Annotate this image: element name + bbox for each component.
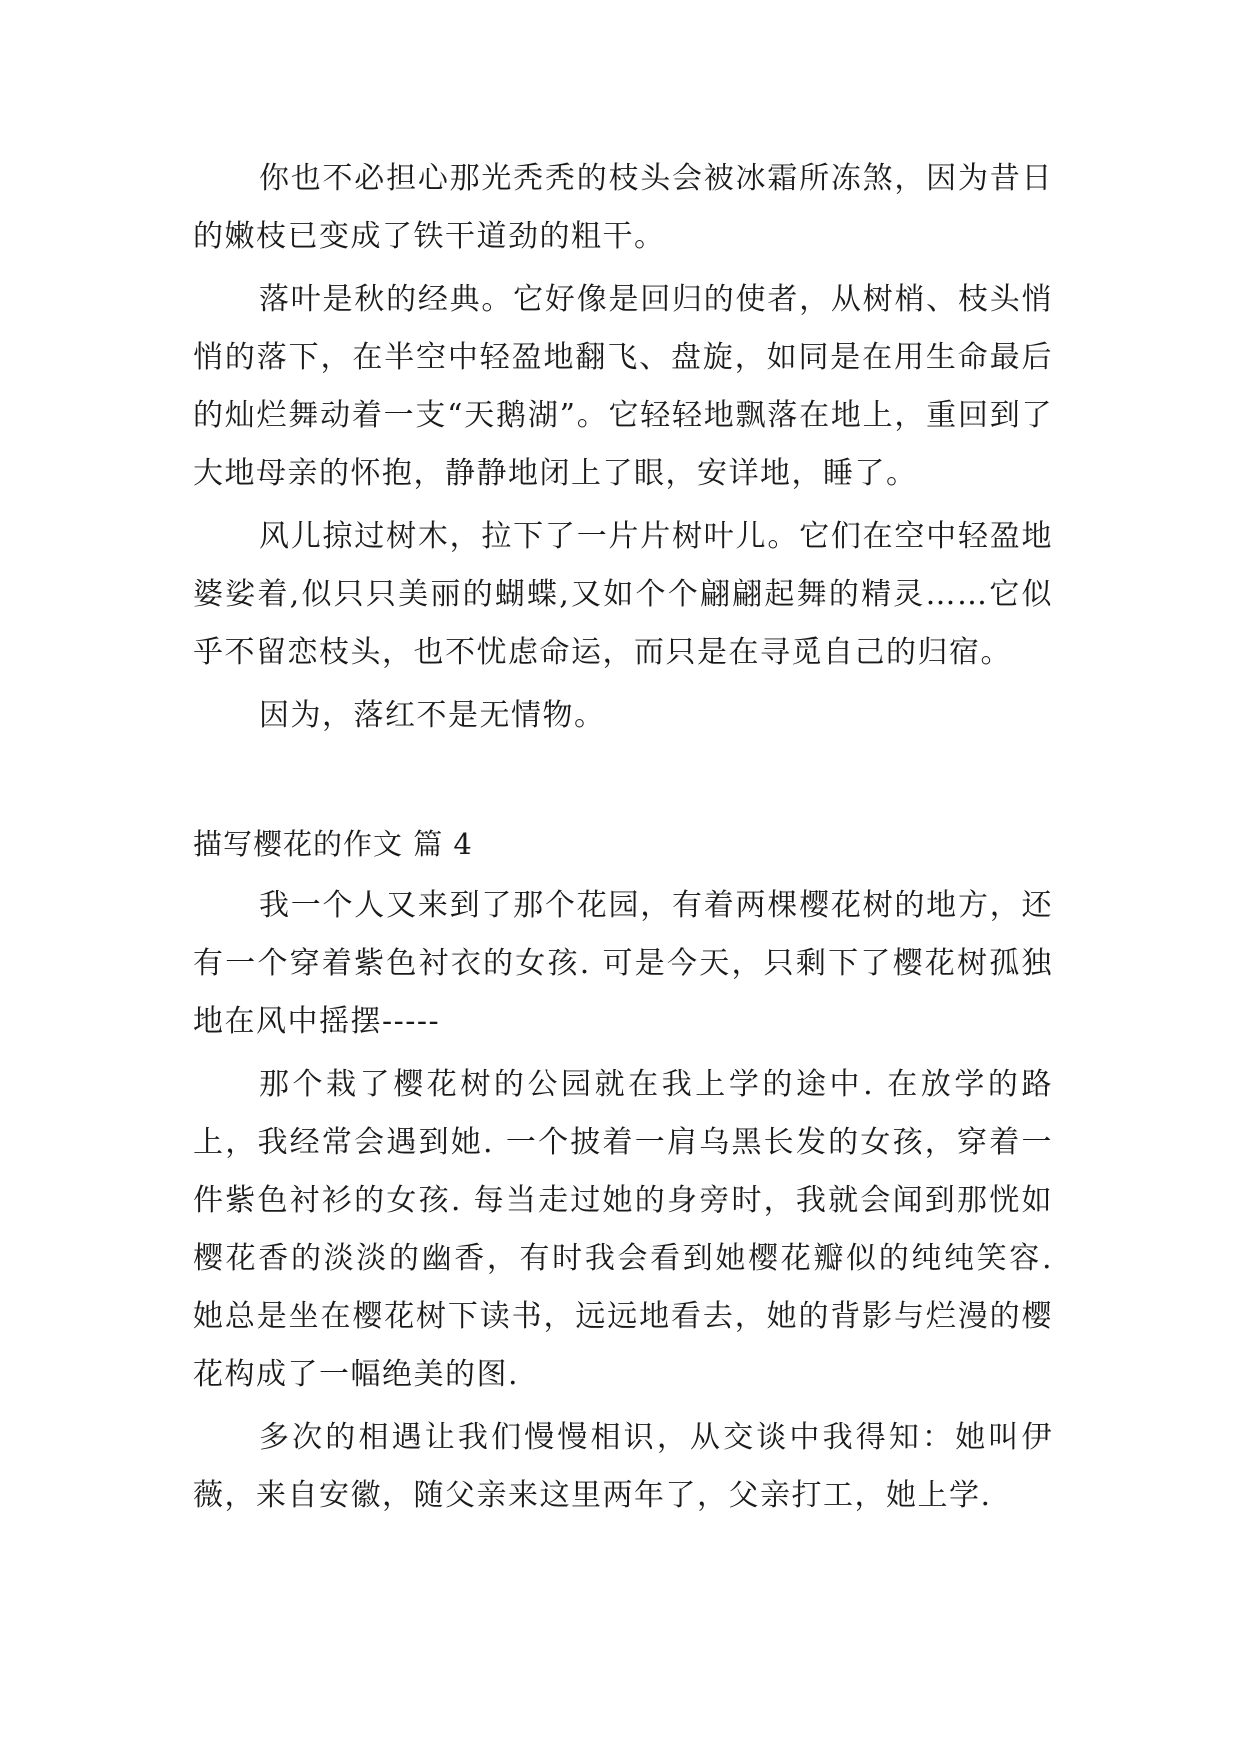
document-page <box>193 150 1053 1530</box>
section-heading: 描写樱花的作文 篇 4 <box>193 827 473 861</box>
paragraph: 我一个人又来到了那个花园，有着两棵樱花树的地方，还有一个穿着紫色衬衣的女孩. 可是今天，只剩下了樱花树孤独地在风中摇摆----- <box>193 888 1053 1039</box>
paragraph: 风儿掠过树木，拉下了一片片树叶儿。它们在空中轻盈地婆娑着,似只只美丽的蝴蝶,又如个个翩翩起舞的精灵……它似乎不留恋枝头，也不忧虑命运，而只是在寻觅自己的归宿。 <box>193 519 1053 670</box>
paragraph: 你也不必担心那光秃秃的枝头会被冰霜所冻煞，因为昔日的嫩枝已变成了铁干道劲的粗干。 <box>193 161 1053 254</box>
paragraph: 落叶是秋的经典。它好像是回归的使者，从树梢、枝头悄悄的落下，在半空中轻盈地翻飞、盘旋，如同是在用生命最后的灿烂舞动着一支“天鹅湖”。它轻轻地飘落在地上，重回到了大地母亲的怀抱，静静地闭上了眼，安详地，睡了。 <box>193 282 1053 491</box>
paragraph: 因为，落红不是无情物。 <box>259 698 606 733</box>
paragraph: 那个栽了樱花树的公园就在我上学的途中. 在放学的路上，我经常会遇到她. 一个披着一肩乌黑长发的女孩，穿着一件紫色衬衫的女孩. 每当走过她的身旁时，我就会闻到那恍如樱花香的淡淡的幽香，有时我会看到她樱花瓣似的纯纯笑容. 她总是坐在樱花树下读书，远远地看去，她的背影与烂漫的樱花构成了一幅绝美的图. <box>193 1067 1053 1392</box>
paragraph: 多次的相遇让我们慢慢相识，从交谈中我得知：她叫伊薇，来自安徽，随父亲来这里两年了，父亲打工，她上学. <box>193 1420 1053 1513</box>
